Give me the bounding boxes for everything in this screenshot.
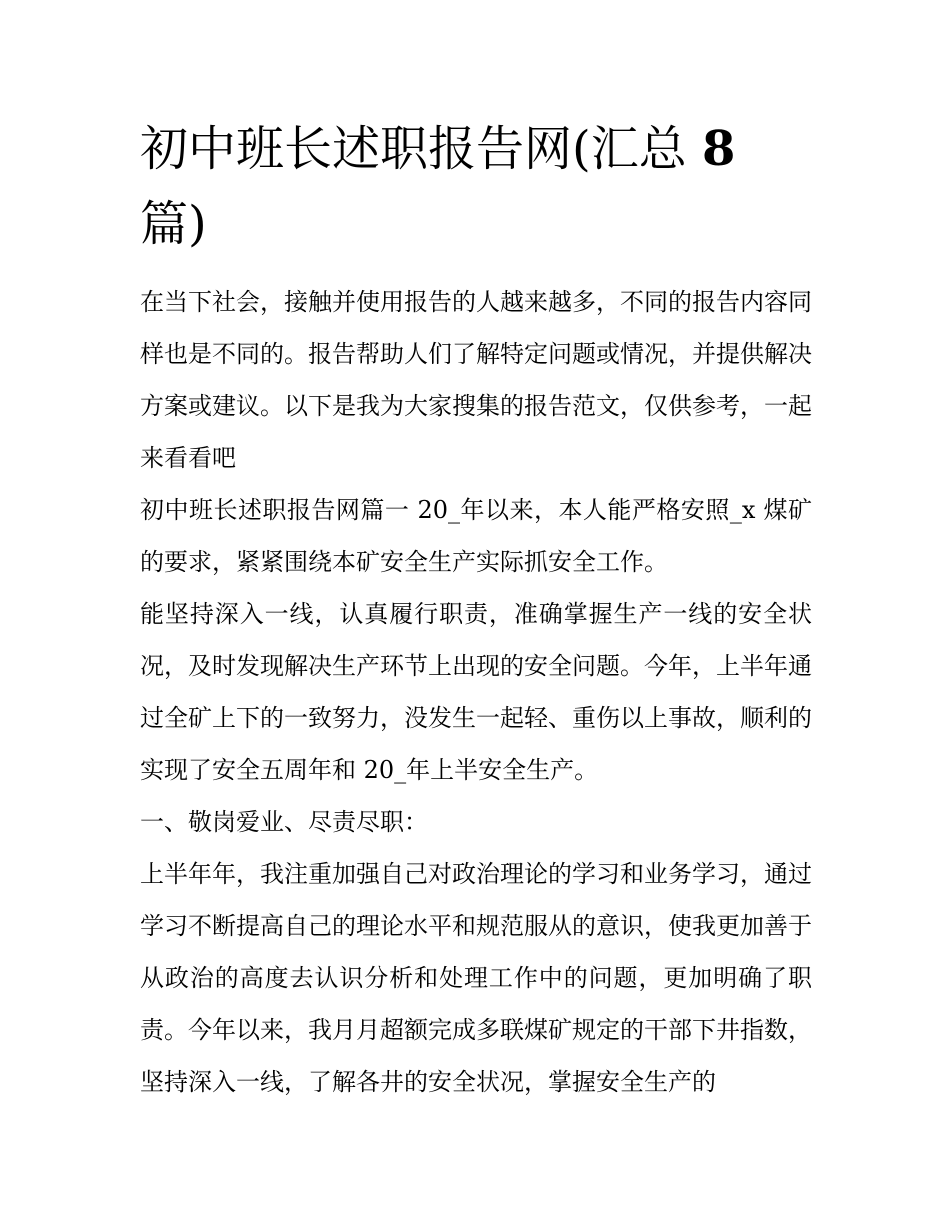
document-body (140, 276, 812, 1108)
study-paragraph: 上半年年，我注重加强自己对政治理论的学习和业务学习，通过学习不断提高自己的理论水平和规范服从的意识，使我更加善于从政治的高度去认识分析和处理工作中的问题，更加明确了职责。今年以来，我月月超额完成多联煤矿规定的干部下井指数，坚持深入一线，了解各井的安全状况，掌握安全生产的 (140, 860, 812, 1096)
title-end: 篇) (140, 196, 207, 252)
section-one-paragraph: 初中班长述职报告网篇一 20_年以来，本人能严格安照_x 煤矿的要求，紧紧围绕本矿安全生产实际抓安全工作。 (140, 496, 812, 576)
heading-paragraph: 一、敬岗爱业、尽责尽职： (140, 808, 428, 836)
duty-paragraph: 能坚持深入一线，认真履行职责，准确掌握生产一线的安全状况，及时发现解决生产环节上出现的安全问题。今年，上半年通过全矿上下的一致努力，没发生一起轻、重伤以上事故，顺利的实现了安全五周年和 20_年上半安全生产。 (140, 600, 812, 784)
intro-paragraph: 在当下社会，接触并使用报告的人越来越多，不同的报告内容同样也是不同的。报告帮助人们了解特定问题或情况，并提供解决方案或建议。以下是我为大家搜集的报告范文，仅供参考，一起来看看吧 (140, 288, 812, 472)
document-title (140, 112, 820, 262)
title-number: 8 (702, 121, 736, 177)
title-text: 初中班长述职报告网(汇总 (140, 121, 687, 177)
